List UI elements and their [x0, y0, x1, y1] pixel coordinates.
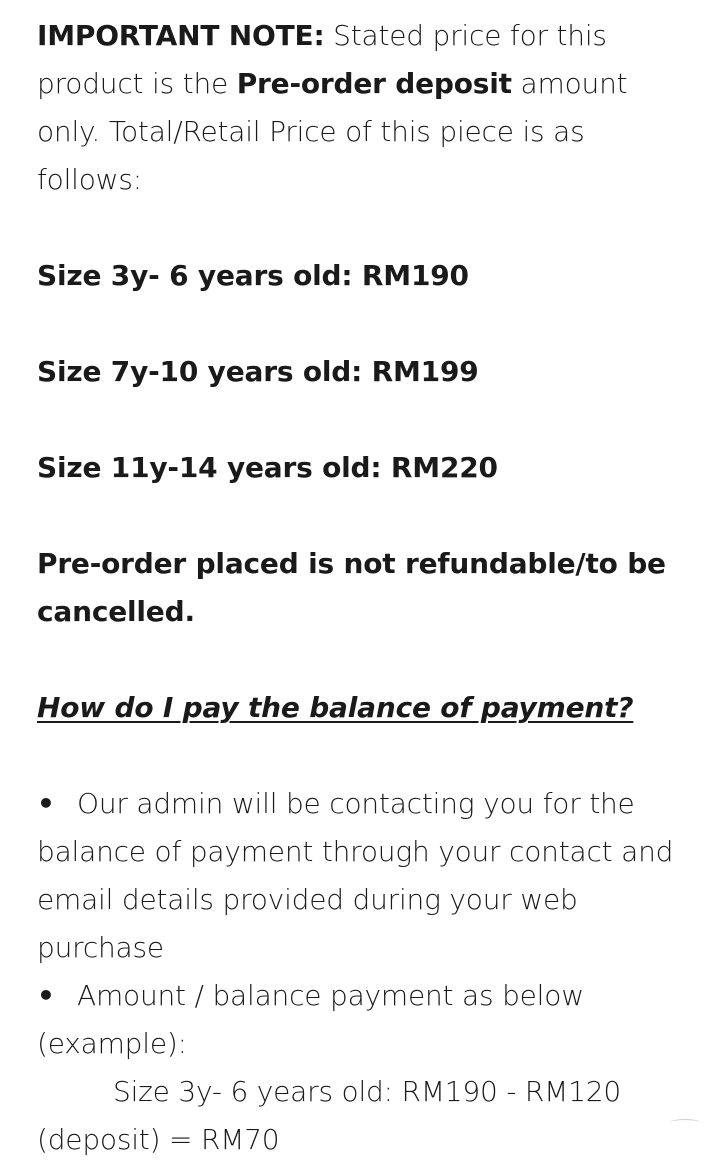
price-3y-6y-text: Size 3y- 6 years old: RM190	[37, 259, 469, 292]
spacer	[37, 636, 687, 684]
price-3y-6y	[37, 252, 687, 300]
product-note-content	[37, 12, 687, 1164]
spacer	[37, 492, 687, 540]
scroll-edge-indicator	[670, 1119, 700, 1126]
payment-question-heading: How do I pay the balance of payment?	[37, 691, 634, 724]
bullet-icon: •	[37, 787, 55, 820]
price-11y-14y	[37, 444, 687, 492]
important-note-text-2: amount only. Total/Retail Price of this piece is as follows:	[37, 67, 628, 196]
price-7y-10y-text: Size 7y-10 years old: RM199	[37, 355, 479, 388]
bullet-item-admin-contact	[37, 780, 687, 972]
balance-example	[37, 1068, 687, 1164]
spacer	[37, 396, 687, 444]
bullet-icon: •	[37, 979, 55, 1012]
pre-order-deposit-text: Pre-order deposit	[236, 67, 512, 100]
important-note-label: IMPORTANT NOTE:	[37, 19, 325, 52]
spacer	[37, 300, 687, 348]
spacer	[37, 732, 687, 780]
important-note-text-1: Stated price for this product is the	[37, 19, 607, 100]
price-7y-10y	[37, 348, 687, 396]
spacer	[37, 204, 687, 252]
balance-example-text: Size 3y- 6 years old: RM190 - RM120 (deposit) = RM70	[37, 1075, 621, 1156]
refund-note-text: Pre-order placed is not refundable/to be cancelled.	[37, 547, 666, 628]
price-11y-14y-text: Size 11y-14 years old: RM220	[37, 451, 498, 484]
bullet-item-balance-amount	[37, 972, 687, 1068]
bullet-item-text: Amount / balance payment as below (example):	[37, 979, 584, 1060]
refund-note	[37, 540, 687, 636]
bullet-item-text: Our admin will be contacting you for the balance of payment through your contact and email details provided during your web purchase	[37, 787, 674, 964]
important-note	[37, 12, 687, 204]
